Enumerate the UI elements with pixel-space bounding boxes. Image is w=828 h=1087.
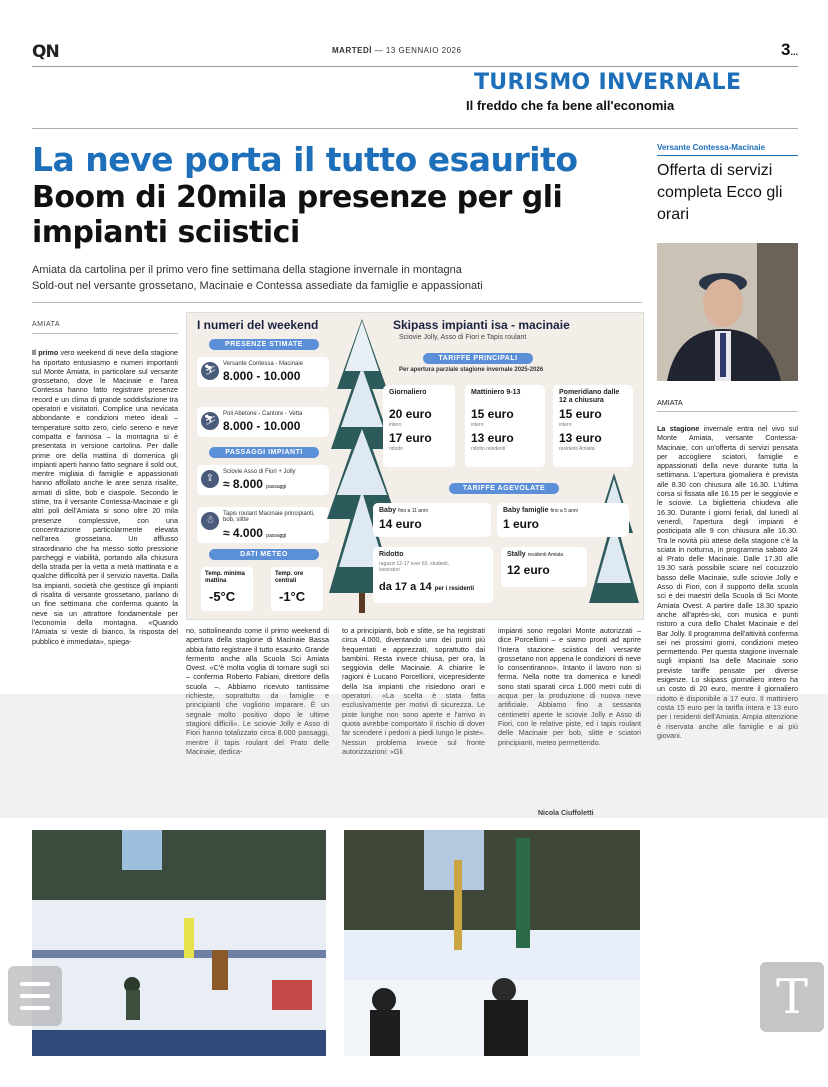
- temperature-value: -1°C: [279, 589, 306, 604]
- ski-slope-photo-illustration: [32, 830, 326, 1056]
- tariff-price: 13 euro: [559, 431, 602, 445]
- tariff-range-note: per i residenti: [434, 586, 475, 592]
- photo-ski-slope-crowd: [32, 830, 326, 1056]
- dateline: MARTEDÌ — 13 GENNAIO 2026: [332, 46, 462, 55]
- tariff-title: [379, 507, 489, 515]
- man-portrait-illustration: [657, 243, 798, 381]
- menu-bar: [20, 982, 50, 986]
- divider: [32, 333, 178, 334]
- pill-meteo: DATI METEO: [209, 549, 319, 560]
- temperature-label: Temp. minima mattina: [205, 571, 245, 584]
- stat-label: Sciovie Asso di Fiori + Jolly: [223, 469, 296, 475]
- section-title: TURISMO INVERNALE: [474, 70, 742, 95]
- menu-bar: [20, 1006, 50, 1010]
- tariff-box: [501, 547, 587, 587]
- article-column-4: impianti sono regolari Monte autorizzati – dice Porcellioni – e siamo pronti ad aprire l'intera stazione sciistica del versante grossetano non appena le condizioni di neve lo consentiranno». Intanto il lavoro non si ferma. Nella notte tra domenica e lunedì sono stati sparati circa 1.000 metri cubi di acqua per la produzione di nuova neve artificiale. Abbiamo fino a sessanta centimetri aperte le sciovie Jolly e Asso di Fiori, con le relative piste, ed i tapis roulant delle Macinaie per bob, slitte e sciatori principianti, meteo permettendo.: [498, 626, 641, 747]
- divider: [32, 128, 798, 129]
- stat-number: ≈ 4.000: [223, 526, 263, 540]
- photo-ski-lift-people: [344, 830, 640, 1056]
- temperature-value: -5°C: [209, 589, 236, 604]
- tariff-price: 1 euro: [503, 517, 540, 531]
- article-text-col1: vero weekend di neve della stagione ha riportato entusiasmo e numeri importanti sul Monte Amiata, in particolare sul versante grossetano, dove le Macinaie e l'area Contessa hanno fatto registrare presenze record e un clima di grande soddisfazione tra operatori e visitatori. Complice una nevicata abbondante e condizioni meteo ideali – temperature sotto zero, cielo sereno e neve compatta e farinosa – la montagna si è presentata in versione cartolina. Per dalle prime ore della mattina di domenica gli impianti aperti hanno fatto segnare il sold out, mentre migliaia di famiglie e appassionati hanno affollato anche le aree senza risalite, armati di slitte, bob e ciaspole. Secondo le stime, tra il versante Contessa-Macinaie e gli altri poli dell'Amiata si sono oltre 20 mila presenze complessive, con una concentrazione particolarmente elevata nell'area grossetana. Un afflusso straordinario che ha messo sotto pressione parcheggi e viabilità, portando alla chiusura della strada per la vetta a metà mattinata e a qualche difficoltà per il servizio navetta. Dalla Isa impianti, società che gestisce gli impianti di risalita di versante grossetano, parlano di un fine settimana che conferma quanto la neve sia un attrattore fondamentale per l'economia della montagna. «Quando l'Amiata si veste di bianco, la risposta del pubblico è immediata», spiega-: [32, 348, 178, 646]
- summary-line-1: Amiata da cartolina per il primo vero fine settimana della stagione invernale in montagna: [32, 264, 462, 276]
- stat-label: Versante Contessa - Macinaie: [223, 361, 304, 367]
- summary-line-2: Sold-out nel versante grossetano, Macinaie e Contessa assediate da famiglie e appassionati: [32, 280, 483, 292]
- tariff-title: Pomeridiano dalle 12 a chiusura: [559, 389, 620, 404]
- tariff-name: Baby: [379, 507, 397, 514]
- ski-lift-photo-illustration: [344, 830, 640, 1056]
- tariff-box: [465, 385, 545, 467]
- tariff-detail: residenti Amiata: [527, 552, 564, 558]
- article-column-1: [32, 320, 178, 816]
- temperature-card: [271, 567, 323, 611]
- newspaper-logo: QN: [32, 42, 59, 62]
- article-column-2: no, sottolineando come il primo weekend di apertura della stagione di Macinaie Bassa abbia fatto registrare il tutto esaurito. Grande fermento anche alla Scuola Sci Amiata Ovest. «C'è molta voglia di tornare sugli sci – conferma Roberto Fabiani, direttore della scuola –. Abbiamo ricevuto tantissime richieste, soprattutto da famiglie e principianti che vogliono imparare. È un segnale molto positivo dopo le ultime stagioni difficili». Le sciovie Jolly e Asso di Fiori hanno totalizzato circa 8.000 passaggi, mentre il tapis roulant del Prato delle Macinaie, dedica-: [186, 626, 329, 756]
- page-number: [781, 40, 798, 60]
- pill-passaggi: PASSAGGI IMPIANTI: [209, 447, 319, 458]
- sidebar-kicker: Versante Contessa-Macinaie: [657, 143, 766, 152]
- masthead: [32, 40, 798, 67]
- tariff-box: [497, 503, 629, 537]
- tariff-type: intero: [471, 422, 484, 428]
- author-signature: Nicola Ciuffoletti: [538, 810, 594, 817]
- tariff-price: 13 euro: [471, 431, 514, 445]
- tariff-title: [503, 507, 629, 515]
- tariff-price: 12 euro: [507, 563, 550, 577]
- tariff-title: Mattiniero 9-13: [471, 389, 521, 396]
- tariff-price: 14 euro: [379, 517, 422, 531]
- date: 13 GENNAIO 2026: [385, 46, 462, 55]
- headline-kicker: La neve porta il tutto esaurito: [32, 140, 578, 179]
- stat-card: [197, 407, 329, 437]
- sidebar-lead: La stagione: [657, 424, 700, 433]
- ski-lift-icon: ⇪: [201, 470, 219, 488]
- tariff-box: [383, 385, 455, 467]
- temperature-card: [201, 567, 253, 611]
- tariff-box: [553, 385, 633, 467]
- article-lead: Il primo: [32, 348, 59, 358]
- hamburger-menu-icon[interactable]: [8, 966, 62, 1026]
- tariff-type: ridotto: [389, 446, 403, 452]
- stat-value: [223, 526, 286, 540]
- article-summary: [32, 262, 632, 294]
- weekday: MARTEDÌ: [332, 46, 372, 55]
- tariff-title: [507, 551, 587, 559]
- tariff-title: Giornaliero: [389, 389, 427, 396]
- portrait-photo: [657, 243, 798, 381]
- stat-unit: passaggi: [266, 533, 287, 539]
- tariff-range: da 17 a 14: [379, 581, 432, 593]
- stat-label: Tapis roulant Macinaie principianti, bob, slitte: [223, 511, 315, 523]
- tariff-name: Baby famiglie: [503, 507, 549, 514]
- stat-label: Poli Abetone - Cantore - Vetta: [223, 411, 303, 417]
- headline: Boom di 20mila presenze per gli impianti sciistici: [32, 180, 563, 250]
- small-fir-tree-illustration: [589, 473, 639, 613]
- infographic: [186, 312, 644, 620]
- pill-tariffe: TARIFFE PRINCIPALI: [423, 353, 533, 364]
- text-reader-icon[interactable]: T: [760, 962, 824, 1032]
- tariff-type: ridotto residenti: [471, 446, 506, 452]
- menu-bar: [20, 994, 50, 998]
- tariff-price: [379, 581, 474, 593]
- article-column-3: to a principianti, bob e slitte, se ha registrati circa 4.000, diventando uno dei punti più frequentati e apprezzati, soprattutto dai bambini. Resta invece chiusa, per ora, la seggiovia delle Macinaie. A chiarire le ragioni è Lucano Porcellioni, vicepresidente della Isa impianti che risiedono orari e operatori. «La scelta è stata fatta esclusivamente per motivi di sicurezza. Le piste lunghe non sono aperte e l'arrivo in quota avrebbe comportato il rischio di dover far scendere i pedoni a piedi lungo le piste». Nessun problema invece sul fronte autorizzazioni: «Gli: [342, 626, 485, 756]
- stat-value: [223, 477, 286, 491]
- stat-card: [197, 465, 329, 495]
- stat-unit: passaggi: [266, 484, 287, 490]
- tariffe-note: Per apertura parziale stagione invernale 2025-2026: [399, 367, 544, 373]
- stat-value: 8.000 - 10.000: [223, 419, 301, 433]
- tariff-title: Ridotto: [379, 551, 404, 558]
- pill-agevolate: TARIFFE AGEVOLATE: [449, 483, 559, 494]
- divider: [657, 411, 798, 412]
- page-number-suffix: ...: [790, 47, 798, 57]
- child-sled-icon: ☃: [201, 512, 219, 530]
- sidebar-divider: [657, 155, 798, 156]
- tariff-price: 15 euro: [559, 407, 602, 421]
- divider: [32, 302, 642, 303]
- tariff-price: 15 euro: [471, 407, 514, 421]
- tariff-type: residenti Amiata: [559, 446, 595, 452]
- stat-card: [197, 357, 329, 387]
- tariff-detail: ragazzi 12-17 over 60, studenti, lavoratori: [379, 561, 450, 573]
- section-subtitle: Il freddo che fa bene all'economia: [466, 98, 675, 113]
- sidebar-title: Offerta di servizi completa Ecco gli orari: [657, 162, 783, 223]
- infographic-title-right: Skipass impianti isa - macinaie: [393, 318, 570, 332]
- infographic-title-left: I numeri del weekend: [197, 318, 319, 332]
- tariff-type: intero: [559, 422, 572, 428]
- tariff-box: [373, 547, 493, 603]
- skier-icon: ⛷: [201, 362, 219, 380]
- stat-value: 8.000 - 10.000: [223, 369, 301, 383]
- tariff-detail: fino a 11 anni: [398, 508, 428, 514]
- tariff-price: 20 euro: [389, 407, 432, 421]
- tariff-price: 17 euro: [389, 431, 432, 445]
- tariff-detail: fino a 5 anni: [550, 508, 578, 514]
- article-kicker: AMIATA: [32, 321, 61, 328]
- skier-icon: ⛷: [201, 412, 219, 430]
- stat-card: [197, 507, 329, 543]
- stat-number: ≈ 8.000: [223, 477, 263, 491]
- tariff-type: intero: [389, 422, 402, 428]
- temperature-label: Temp. ore centrali: [275, 571, 304, 584]
- tariff-name: Stally: [507, 551, 526, 558]
- infographic-subtitle: Sciovie Jolly, Asso di Fiori e Tapis roulant: [399, 334, 527, 341]
- page-number-value: 3: [781, 40, 791, 59]
- sidebar-body: invernale entra nel vivo sul Monte Amiata, versante Contessa-Macinaie, con un'offerta di servizi pensata per accogliere sciatori, famiglie e appassionati della neve durante tutta la settimana. L'apertura giornaliera è prevista alle 8.30 con chiusura alle 16.30. L'ultima corsa si fissata alle 16.15 per le seggiovie e le sciovie. La biglietteria chiudeva alle 16.30. Durante i giorni feriali, dal lunedì al venerdì, l'apertura degli impianti è posticipata alle 9 con chiusura alle 16.30. Tra le novità più attese della stagione c'è la sciata in notturna, in programma sabato 24 al Prato delle Macinaie. Dalle 17.30 alle 19.30 sarà possibile sciare nel cocuzzolo basso delle Macinaie, sulle sciovie Jolly e Asso di Fiori, con il supporto della scuola sci e dei maestri della Scuola di Sci Monte Amiata Ovest. A partire dalle 18.30 spazio anche all'après-ski, con musica e punti ristoro a cura dello Chalet Macinaie e del Bar Jolly. Il programma dell'attività conferma sei nei prossimi giorni, condizioni meteo permettendo. Per questa stagione invernale sugli impianti Isa delle Macinaie sono previste tariffe pensate per diverse esigenze. Lo skipass giornaliero intero ha un costo di 20 euro, mentre il giornaliero ridotto è disponibile a 17 euro. Il mattiniero costa 15 euro per la tariffa intera e 13 euro per i residenti dell'Amiata. Ampia attenzione è riservata anche alle famiglie e ai più giovani.: [657, 424, 798, 740]
- pill-presenze: PRESENZE STIMATE: [209, 339, 319, 350]
- sidebar-kicker-2: AMIATA: [657, 398, 683, 407]
- tariff-box: [373, 503, 491, 537]
